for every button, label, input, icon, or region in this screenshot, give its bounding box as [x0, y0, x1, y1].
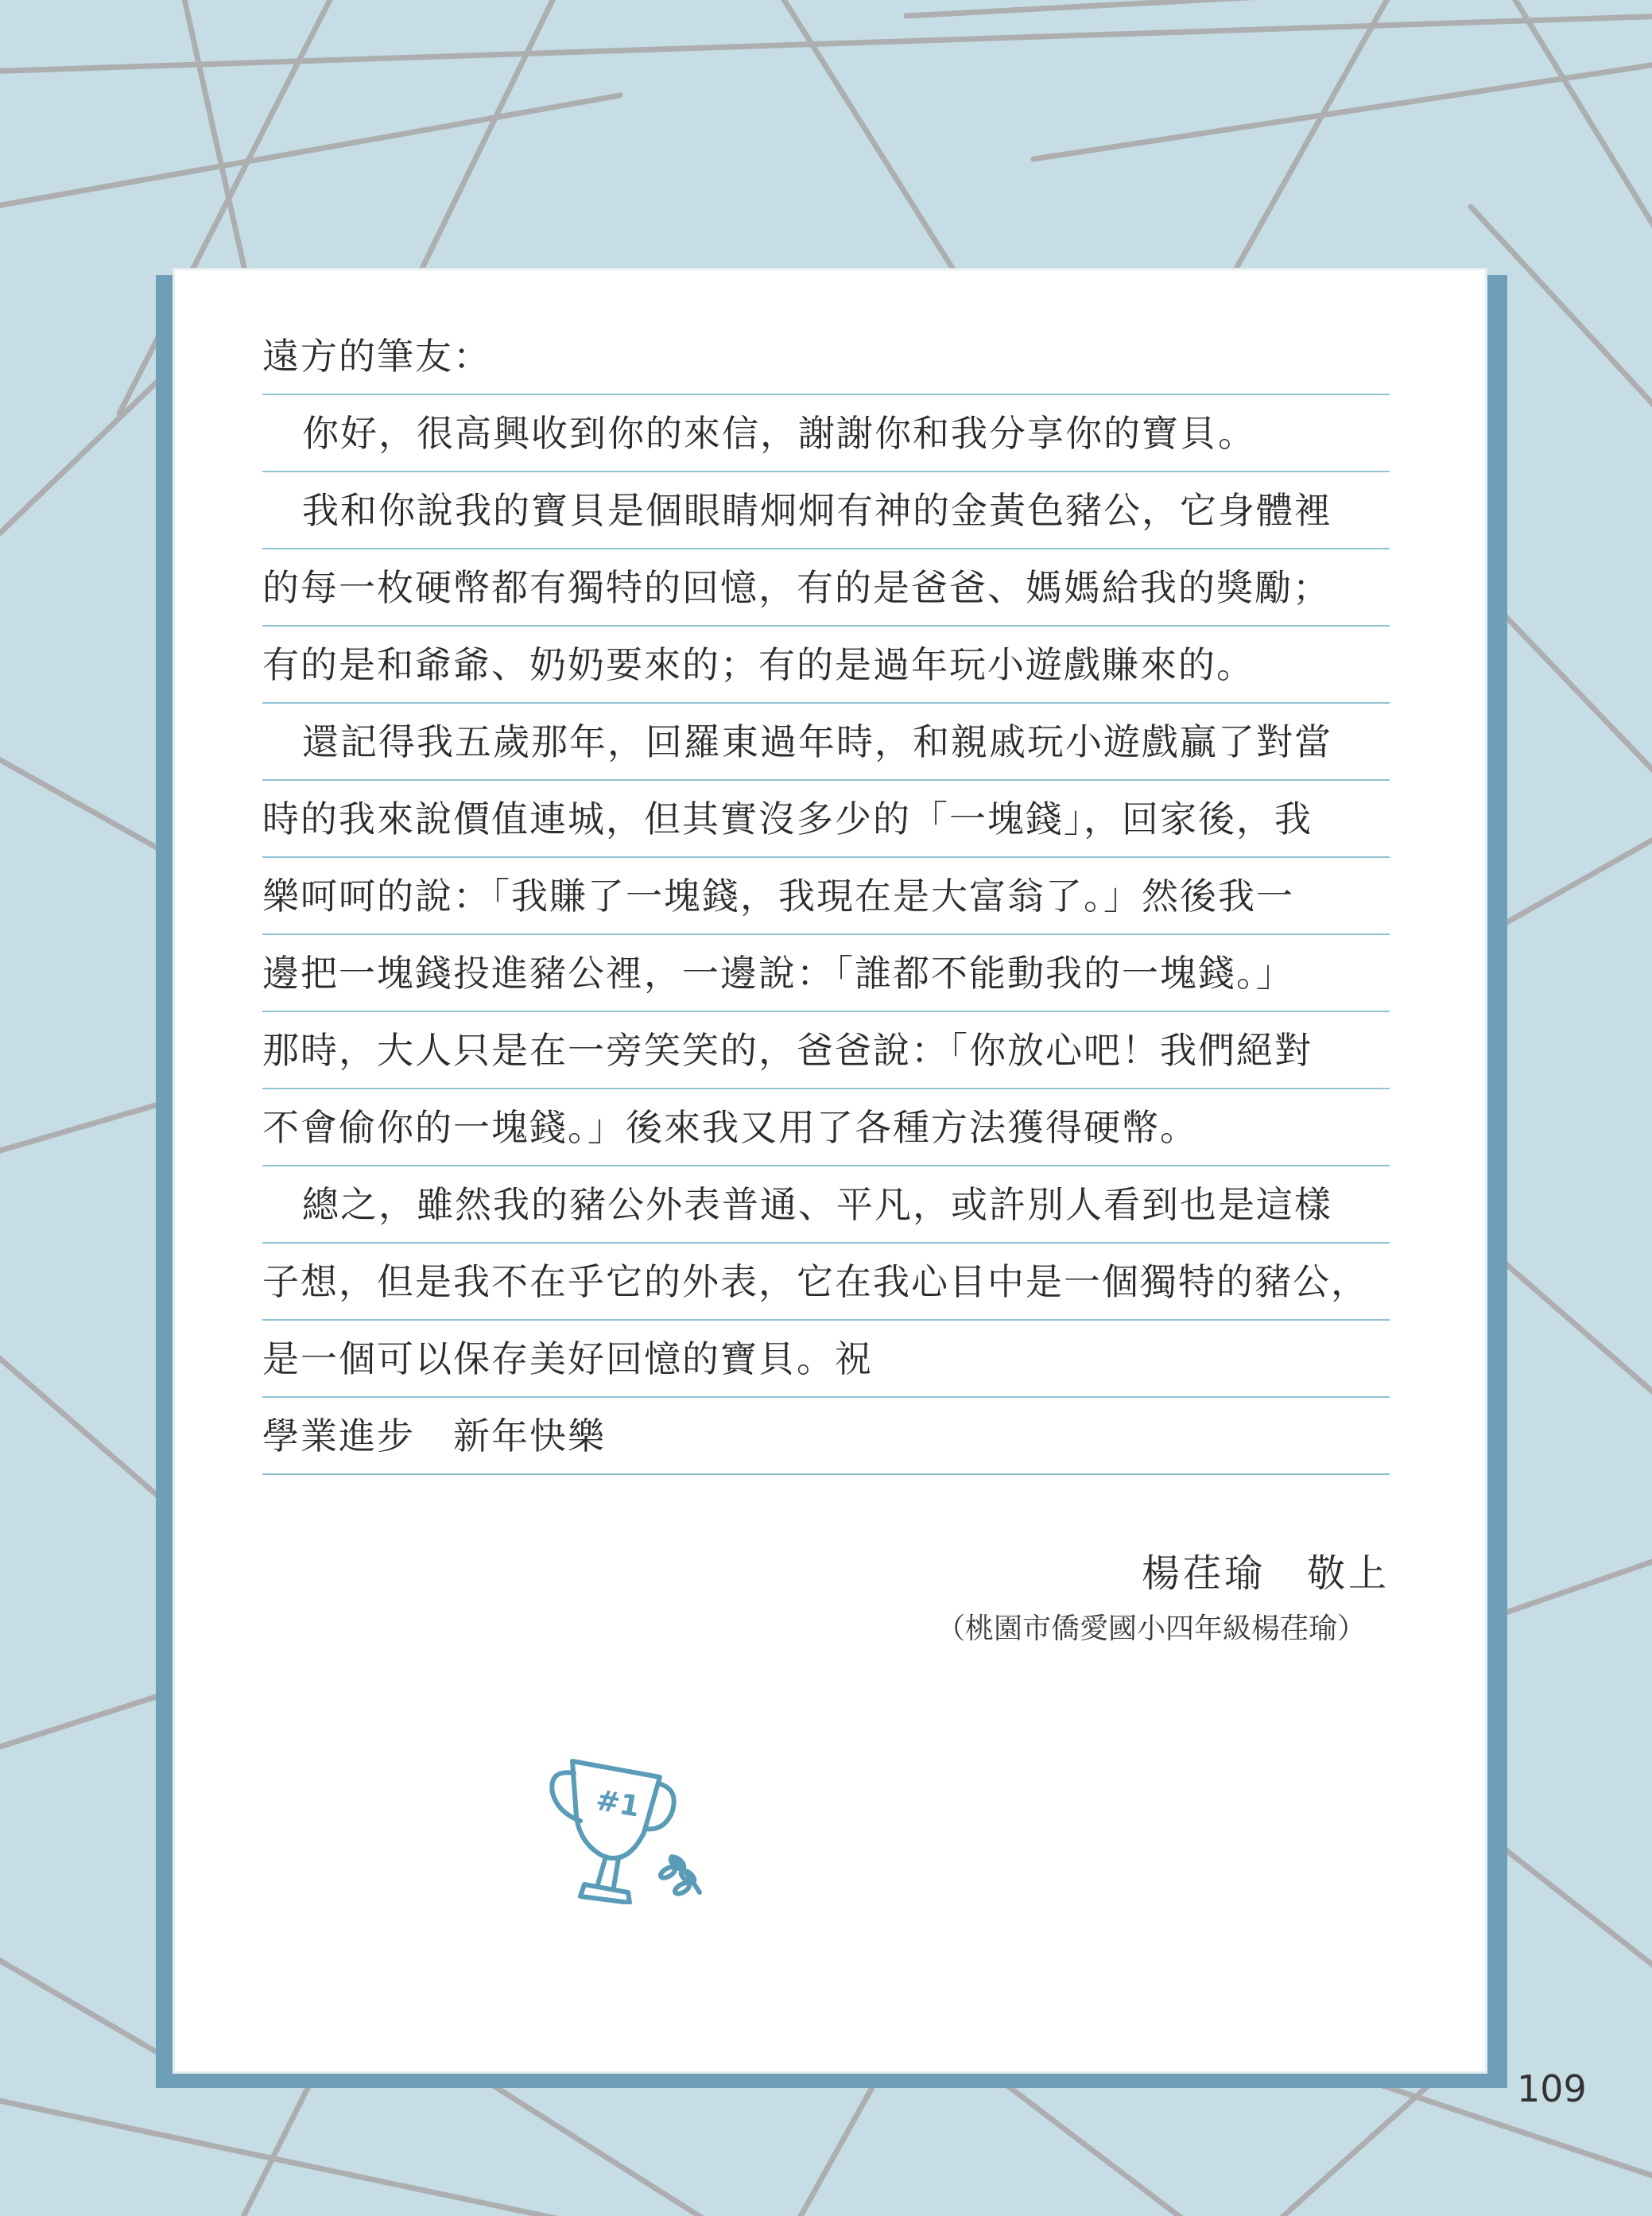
letter-line: 那時，大人只是在一旁笑笑的，爸爸說：「你放心吧！我們絕對	[262, 1012, 1390, 1089]
letter-paper	[175, 270, 1485, 2071]
letter-signature: 楊荏瑜 敬上	[1141, 1551, 1390, 1596]
letter-line: 還記得我五歲那年，回羅東過年時，和親戚玩小遊戲贏了對當	[262, 704, 1390, 781]
letter-line: 我和你說我的寶貝是個眼睛炯炯有神的金黃色豬公，它身體裡	[262, 472, 1390, 549]
letter-line: 的每一枚硬幣都有獨特的回憶，有的是爸爸、媽媽給我的獎勵；	[262, 549, 1390, 627]
letter-line: 不會偷你的一塊錢。」後來我又用了各種方法獲得硬幣。	[262, 1089, 1390, 1166]
letter-line: 時的我來說價值連城，但其實沒多少的「一塊錢」，回家後，我	[262, 781, 1390, 858]
page-number: 109	[1517, 2067, 1587, 2110]
letter-line: 總之，雖然我的豬公外表普通、平凡，或許別人看到也是這樣	[262, 1166, 1390, 1244]
letter-line: 是一個可以保存美好回憶的寶貝。祝	[262, 1321, 1390, 1398]
letter-line: 你好，很高興收到你的來信，謝謝你和我分享你的寶貝。	[262, 395, 1390, 472]
author-attribution: （桃園市僑愛國小四年級楊荏瑜）	[936, 1613, 1366, 1645]
letter-body	[262, 318, 1390, 1475]
letter-line: 有的是和爺爺、奶奶要來的；有的是過年玩小遊戲賺來的。	[262, 627, 1390, 704]
trophy-label: #1	[593, 1783, 642, 1824]
letter-line: 子想，但是我不在乎它的外表，它在我心目中是一個獨特的豬公，	[262, 1244, 1390, 1321]
letter-line: 邊把一塊錢投進豬公裡，一邊說：「誰都不能動我的一塊錢。」	[262, 935, 1390, 1012]
trophy-icon	[541, 1745, 715, 1904]
letter-line: 學業進步 新年快樂	[262, 1398, 1390, 1475]
letter-line: 遠方的筆友：	[262, 318, 1390, 395]
letter-line: 樂呵呵的說：「我賺了一塊錢，我現在是大富翁了。」然後我一	[262, 858, 1390, 935]
